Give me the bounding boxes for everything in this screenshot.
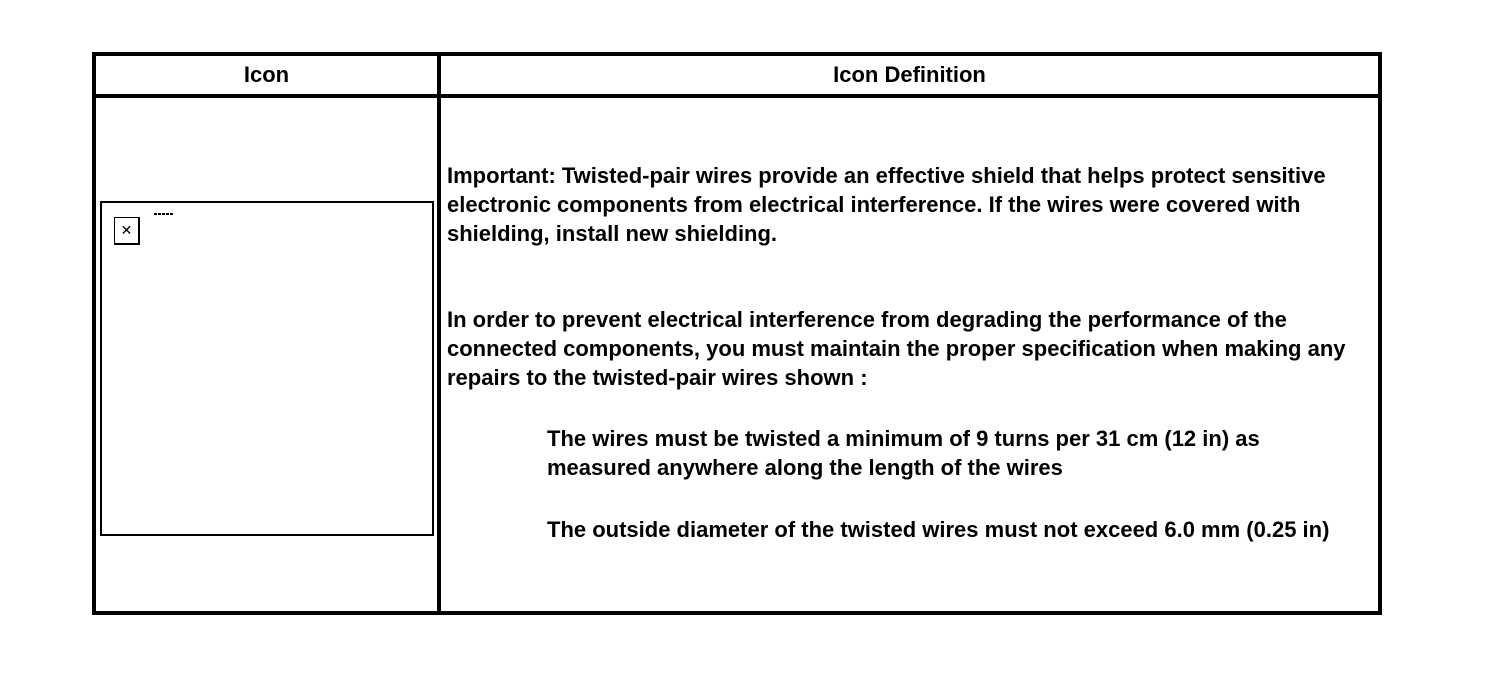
diameter-spec-item: The outside diameter of the twisted wires must not exceed 6.0 mm (0.25 in) — [547, 517, 1330, 542]
definition-column-header: Icon Definition — [833, 62, 986, 87]
header-row-divider — [92, 94, 1382, 98]
twist-spec-item: The wires must be twisted a minimum of 9 turns per 31 cm (12 in) as measured anywhere along the length of the wires — [547, 426, 1260, 480]
broken-image-icon: ✕ — [114, 217, 140, 245]
important-paragraph: Important: Twisted-pair wires provide an effective shield that helps protect sensitive electronic components from electrical interference. If the wires were covered with shielding, install new shielding. — [447, 163, 1326, 246]
image-alt-text-mark — [154, 213, 174, 215]
icon-column-header: Icon — [243, 62, 290, 87]
interference-paragraph: In order to prevent electrical interference from degrading the performance of the connected components, you must maintain the proper specification when making any repairs to the twisted-pair wires shown : — [447, 307, 1346, 390]
icon-image-placeholder — [100, 201, 434, 536]
column-divider — [437, 52, 441, 615]
